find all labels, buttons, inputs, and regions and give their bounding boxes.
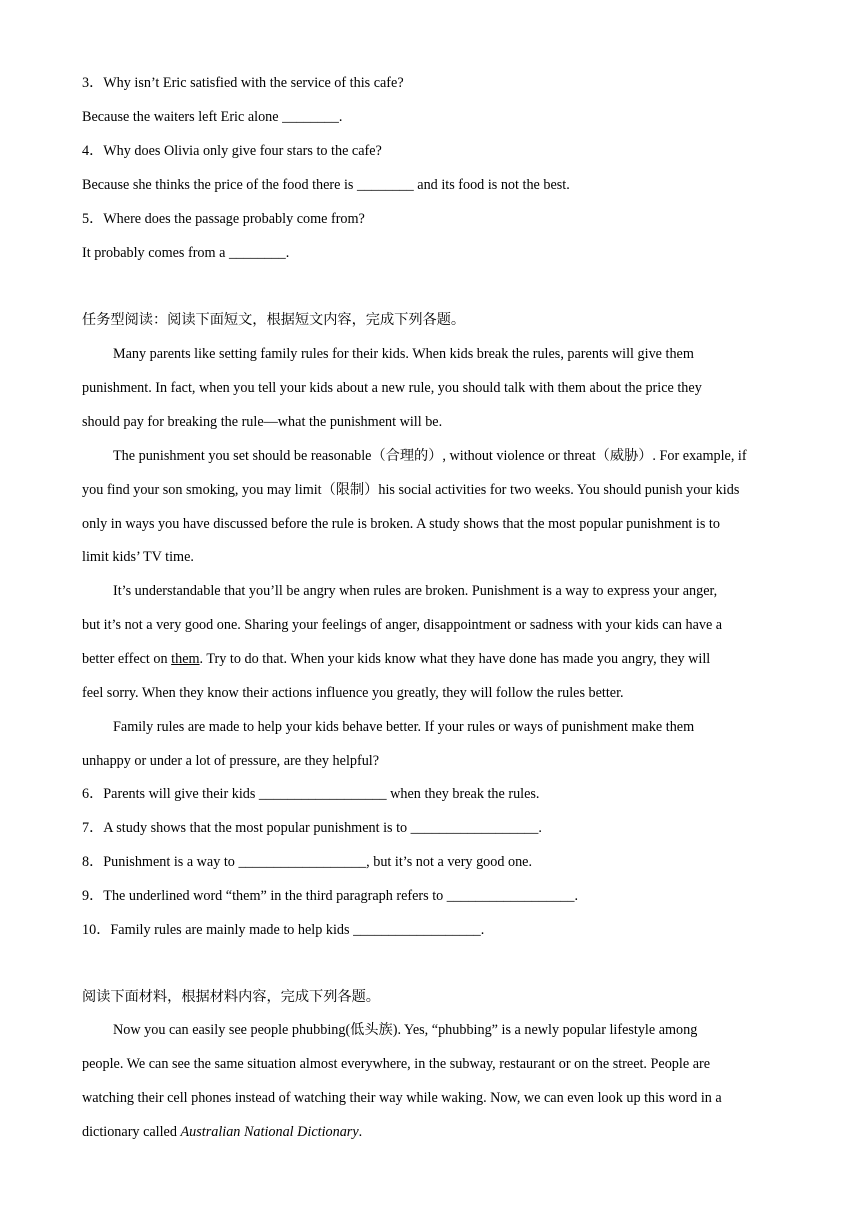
question-4: 4．Why does Olivia only give four stars to the cafe? [82,143,382,159]
question-6: 6．Parents will give their kids __________________ when they break the rules. [82,786,540,802]
dictionary-title: Australian National Dictionary [180,1124,359,1140]
passage3-p1-line4 [82,1123,790,1141]
passage2-p3-line2: but it’s not a very good one. Sharing your feelings of anger, disappointment or sadness with your kids can have a [82,617,723,633]
passage2-p1-line2: punishment. In fact, when you tell your kids about a new rule, you should talk with them about the price they [82,380,702,396]
question-5: 5．Where does the passage probably come from? [82,211,365,227]
answer-4: Because she thinks the price of the food there is ________ and its food is not the best. [82,177,570,193]
section3-instruction: 阅读下面材料，根据材料内容，完成下列各题。 [82,989,380,1005]
passage3-p1-line3: watching their cell phones instead of watching their way while waking. Now, we can even look up this word in a [82,1090,722,1106]
passage2-p2-line4: limit kids’ TV time. [82,549,194,565]
question-9: 9．The underlined word “them” in the third paragraph refers to __________________. [82,888,579,904]
passage2-p3-line1: It’s understandable that you’ll be angry when rules are broken. Punishment is a way to express your anger, [113,583,718,599]
underlined-word-them: them [171,651,200,667]
question-10: 10．Family rules are mainly made to help kids __________________. [82,922,485,938]
passage2-p1-line1: Many parents like setting family rules for their kids. When kids break the rules, parents will give them [113,346,694,362]
passage2-p3-line4: feel sorry. When they know their actions influence you greatly, they will follow the rules better. [82,685,624,701]
answer-3: Because the waiters left Eric alone ________. [82,109,343,125]
passage2-p3-line3 [82,650,790,668]
text-segment: . [358,1124,363,1140]
text-segment: dictionary called [82,1124,181,1140]
passage3-p1-line2: people. We can see the same situation almost everywhere, in the subway, restaurant or on the street. People are [82,1056,711,1072]
text-segment: . Try to do that. When your kids know what they have done has made you angry, they will [199,651,711,667]
passage2-p4-line2: unhappy or under a lot of pressure, are they helpful? [82,753,380,769]
section2-instruction: 任务型阅读：阅读下面短文，根据短文内容，完成下列各题。 [82,312,466,328]
passage2-p4-line1: Family rules are made to help your kids behave better. If your rules or ways of punishment make them [113,719,695,735]
answer-5: It probably comes from a ________. [82,245,290,261]
passage2-p2-line2: you find your son smoking, you may limit（限制）his social activities for two weeks. You should punish your kids [82,482,740,498]
passage2-p2-line3: only in ways you have discussed before the rule is broken. A study shows that the most popular punishment is to [82,516,720,532]
question-3: 3．Why isn’t Eric satisfied with the service of this cafe? [82,75,404,91]
passage3-p1-line1: Now you can easily see people phubbing(低头族). Yes, “phubbing” is a newly popular lifestyle among [113,1022,698,1038]
question-7: 7．A study shows that the most popular punishment is to __________________. [82,820,542,836]
question-8: 8．Punishment is a way to __________________, but it’s not a very good one. [82,854,533,870]
passage2-p2-line1: The punishment you set should be reasonable（合理的）, without violence or threat（威胁）. For example, if [113,448,747,464]
text-segment: better effect on [82,651,172,667]
passage2-p1-line3: should pay for breaking the rule—what the punishment will be. [82,414,443,430]
